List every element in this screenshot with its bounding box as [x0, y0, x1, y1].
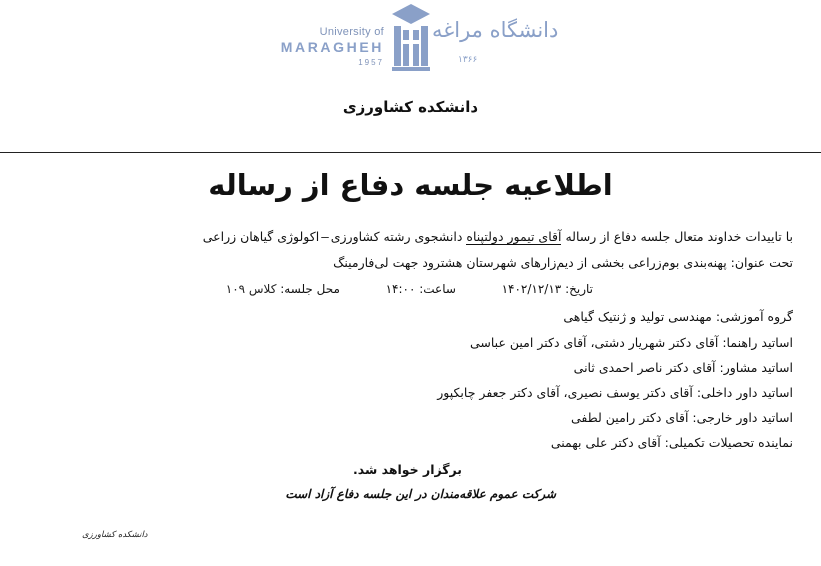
- student-name: آقای تیمور دولتپناه: [466, 229, 562, 244]
- intro-part2: دانشجوی رشته کشاورزی: [330, 229, 463, 244]
- date-value: ۱۴۰۲/۱۲/۱۳: [501, 282, 562, 296]
- university-logo: [280, 4, 559, 74]
- faculty-name: دانشکده کشاورزی: [342, 98, 479, 116]
- date-label: تاریخ:: [565, 282, 593, 296]
- session-meta: [226, 282, 593, 296]
- graduate-rep-line: نماینده تحصیلات تکمیلی: آقای دکتر علی بهمنی: [550, 435, 793, 450]
- university-emblem-icon: [390, 4, 432, 72]
- field-separator: –: [321, 229, 329, 244]
- intro-part1: با تاییدات خداوند متعال جلسه دفاع از رساله: [565, 229, 793, 244]
- thesis-subject: تحت عنوان: پهنه‌بندی بوم‌زراعی بخشی از دیم‌زارهای شهرستان هشترود جهت لی‌فارمینگ: [333, 255, 793, 270]
- logo-farsi-name: دانشگاه مراغه: [432, 18, 559, 42]
- faculty-signature: دانشکده کشاورزی: [82, 530, 148, 540]
- internal-referees-line: اساتید داور داخلی: آقای دکتر یوسف نصیری، آقای دکتر جعفر چابکپور: [437, 385, 793, 400]
- public-invitation: شرکت عموم علاقه‌مندان در این جلسه دفاع آزاد است: [285, 487, 556, 501]
- advisors-line: اساتید راهنما: آقای دکتر شهریار دشتی، آقای دکتر امین عباسی: [469, 335, 793, 350]
- place-value: کلاس ۱۰۹: [225, 282, 277, 296]
- consultant-line: اساتید مشاور: آقای دکتر ناصر احمدی ثانی: [573, 360, 793, 375]
- logo-latin-line1: University of: [319, 26, 384, 38]
- held-statement: برگزار خواهد شد.: [353, 462, 462, 477]
- intro-line: [203, 229, 793, 244]
- logo-latin-year: 1957: [358, 58, 384, 67]
- header-divider: [0, 152, 821, 153]
- logo-latin-text: [280, 26, 384, 67]
- place-label: محل جلسه:: [280, 282, 340, 296]
- time-label: ساعت:: [419, 282, 456, 296]
- time-value: ۱۴:۰۰: [385, 282, 416, 296]
- external-referee-line: اساتید داور خارجی: آقای دکتر رامین لطفی: [571, 410, 793, 425]
- field-name: اکولوژی گیاهان زراعی: [202, 229, 320, 244]
- logo-farsi-year: ۱۳۶۶: [458, 55, 478, 65]
- department-line: گروه آموزشی: مهندسی تولید و ژنتیک گیاهی: [563, 309, 793, 324]
- logo-latin-line2: MARAGHEH: [280, 39, 384, 55]
- announcement-title: اطلاعیه جلسه دفاع از رساله: [208, 168, 613, 202]
